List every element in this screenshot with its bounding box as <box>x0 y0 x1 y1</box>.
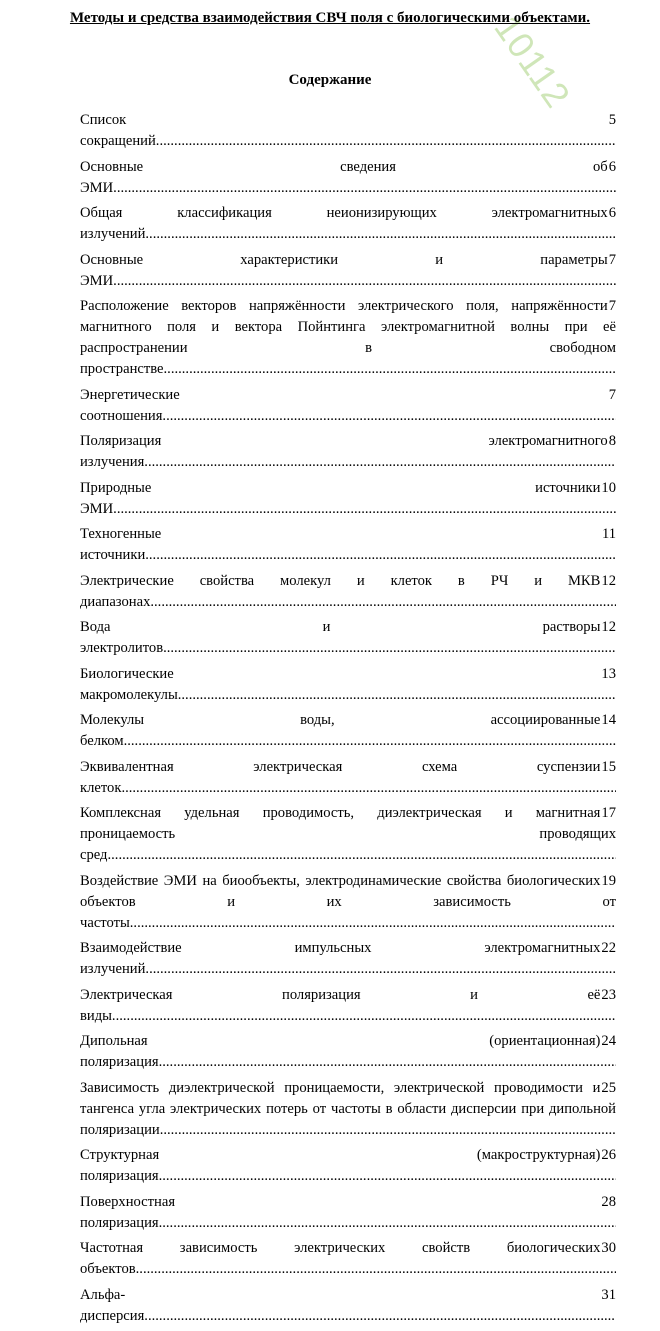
toc-page-number: 30 <box>600 1238 616 1259</box>
toc-entry[interactable] <box>80 296 616 380</box>
toc-page-number: 17 <box>600 803 616 824</box>
toc-entry[interactable] <box>80 571 616 613</box>
toc-entry[interactable] <box>80 871 616 934</box>
toc-entry-text: Дипольная (ориентационная) поляризация. ..... <box>80 1033 616 1070</box>
toc-page-number: 25 <box>600 1078 616 1099</box>
toc-entry[interactable] <box>80 203 616 245</box>
toc-page-number: 13 <box>600 664 616 685</box>
toc-entry[interactable] <box>80 710 616 752</box>
toc-entry[interactable] <box>80 803 616 866</box>
toc-entry[interactable] <box>80 250 616 292</box>
toc-page-number: 26 <box>600 1145 616 1166</box>
toc-entry-text: Воздействие ЭМИ на биообъекты, электродинамические свойства биологических объектов и их зависимость от частоты ..... <box>80 873 616 931</box>
toc-entry-text: Биологические макромолекулы. ..... <box>80 666 616 703</box>
toc-entry[interactable] <box>80 757 616 799</box>
toc-page-number: 24 <box>600 1031 616 1052</box>
toc-page-number: 15 <box>600 757 616 778</box>
toc-page-number: 8 <box>608 431 616 452</box>
toc-entry[interactable] <box>80 385 616 427</box>
toc-page-number: 6 <box>608 203 616 224</box>
toc-entry[interactable] <box>80 1192 616 1234</box>
toc-entry[interactable] <box>80 1078 616 1141</box>
table-of-contents <box>80 110 616 1331</box>
contents-heading: Содержание <box>288 72 372 88</box>
toc-entry[interactable] <box>80 524 616 566</box>
toc-entry[interactable] <box>80 617 616 659</box>
toc-entry[interactable] <box>80 664 616 706</box>
toc-entry-text: Молекулы воды, ассоциированные белком ..... <box>80 712 616 749</box>
toc-page-number: 22 <box>600 938 616 959</box>
toc-entry-text: Список сокращений ..... <box>80 112 616 149</box>
toc-entry-text: Частотная зависимость электрических свойств биологических объектов ..... <box>80 1240 616 1277</box>
toc-page-number: 19 <box>600 871 616 892</box>
toc-entry[interactable] <box>80 1285 616 1327</box>
toc-entry-text: Техногенные источники. ..... <box>80 526 616 563</box>
toc-entry[interactable] <box>80 985 616 1027</box>
toc-entry[interactable] <box>80 431 616 473</box>
toc-page-number: 14 <box>600 710 616 731</box>
toc-entry-text: Структурная (макроструктурная) поляризация. ..... <box>80 1147 616 1184</box>
toc-entry-text: Энергетические соотношения. ..... <box>80 387 616 424</box>
toc-entry-text: Зависимость диэлектрической проницаемости, электрической проводимости и тангенса угла электрических потерь от частоты в области дисперсии при дипольной поляризации ..... <box>80 1080 616 1138</box>
toc-page-number: 28 <box>600 1192 616 1213</box>
toc-entry-text: Альфа-дисперсия. ..... <box>80 1287 616 1324</box>
toc-entry[interactable] <box>80 938 616 980</box>
toc-page-number: 5 <box>608 110 616 131</box>
toc-entry-text: Вода и растворы электролитов. ..... <box>80 619 616 656</box>
toc-page-number: 12 <box>600 617 616 638</box>
toc-page-number: 6 <box>608 157 616 178</box>
toc-entry-text: Основные сведения об ЭМИ. ..... <box>80 159 616 196</box>
toc-entry[interactable] <box>80 110 616 152</box>
toc-entry-text: Взаимодействие импульсных электромагнитных излучений. ..... <box>80 940 616 977</box>
toc-entry-text: Электрические свойства молекул и клеток в РЧ и МКВ диапазонах. ..... <box>80 573 616 610</box>
toc-page-number: 31 <box>600 1285 616 1306</box>
toc-page-number: 11 <box>601 524 616 545</box>
toc-page-number: 23 <box>600 985 616 1006</box>
toc-page-number: 10 <box>600 478 616 499</box>
toc-entry-text: Поверхностная поляризация. ..... <box>80 1194 616 1231</box>
toc-entry[interactable] <box>80 1238 616 1280</box>
toc-entry-text: Основные характеристики и параметры ЭМИ. ..... <box>80 252 616 289</box>
toc-entry-text: Комплексная удельная проводимость, диэлектрическая и магнитная проницаемость проводящих сред. ..... <box>80 805 616 863</box>
toc-entry-text: Общая классификация неионизирующих электромагнитных излучений ..... <box>80 205 616 242</box>
document-title: Методы и средства взаимодействия СВЧ поля с биологическими объектами. <box>69 10 591 26</box>
toc-page-number: 12 <box>600 571 616 592</box>
toc-page-number: 7 <box>608 296 616 317</box>
toc-entry[interactable] <box>80 1145 616 1187</box>
watermark: 10112 <box>486 8 579 116</box>
toc-entry[interactable] <box>80 478 616 520</box>
toc-page-number: 7 <box>608 385 616 406</box>
toc-entry-text: Расположение векторов напряжённости электрического поля, напряжённости магнитного поля и вектора Пойнтинга электромагнитной волны при её распространении в свободном пространстве. ..... <box>80 298 616 377</box>
toc-entry[interactable] <box>80 157 616 199</box>
toc-entry-text: Электрическая поляризация и её виды. ..... <box>80 987 616 1024</box>
toc-entry-text: Эквивалентная электрическая схема суспензии клеток ..... <box>80 759 616 796</box>
toc-entry-text: Поляризация электромагнитного излучения. ..... <box>80 433 616 470</box>
toc-page-number: 7 <box>608 250 616 271</box>
toc-entry-text: Природные источники ЭМИ. ..... <box>80 480 616 517</box>
toc-entry[interactable] <box>80 1031 616 1073</box>
